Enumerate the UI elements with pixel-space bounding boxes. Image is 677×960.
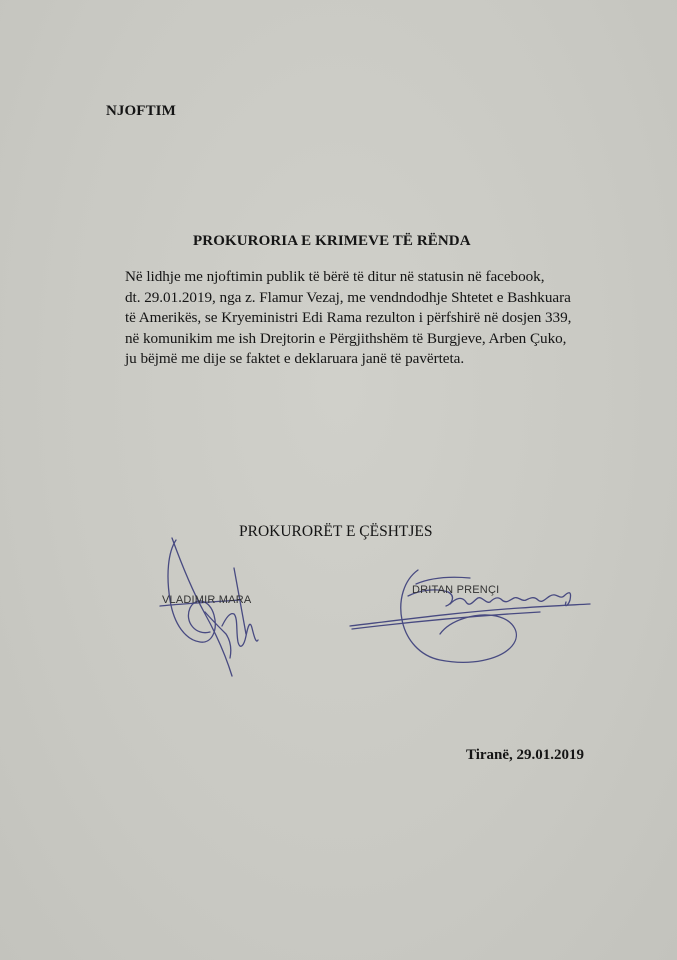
body-line: në komunikim me ish Drejtorin e Përgjithshëm të Burgjeve, Arben Çuko, [125, 329, 567, 347]
document-title: NJOFTIM [106, 103, 176, 119]
notice-body [125, 267, 595, 370]
signature-name-left: VLADIMIR MARA [162, 594, 252, 606]
signature-left [160, 538, 258, 676]
body-line: Në lidhje me njoftimin publik të bërë të ditur në statusin në facebook, [125, 268, 545, 285]
signature-name-right: DRITAN PRENÇI [412, 584, 500, 596]
institution-heading: PROKURORIA E KRIMEVE TË RËNDA [193, 233, 471, 249]
body-line: ju bëjmë me dije se faktet e deklaruara janë të pavërteta. [125, 350, 465, 367]
signatories-heading: PROKURORËT E ÇËSHTJES [239, 523, 433, 540]
body-line: të Amerikës, se Kryeministri Edi Rama rezulton i përfshirë në dosjen 339, [125, 309, 572, 326]
body-line: dt. 29.01.2019, nga z. Flamur Vezaj, me vendndodhje Shtetet e Bashkuara [125, 288, 571, 306]
place-date: Tiranë, 29.01.2019 [466, 747, 585, 763]
